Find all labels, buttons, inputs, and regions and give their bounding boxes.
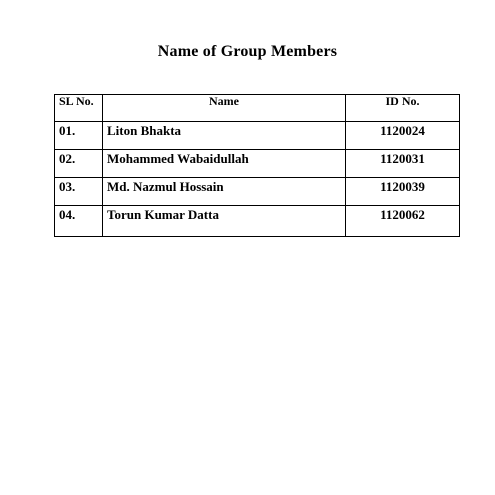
header-sl-no: SL No. (55, 95, 103, 122)
row-sl-cell: 01. (55, 122, 103, 150)
row-sl-cell: 04. (55, 206, 103, 237)
page-title: Name of Group Members (157, 43, 338, 60)
table-row (55, 206, 460, 237)
row-name-cell: Liton Bhakta (103, 122, 346, 150)
table-header-row (55, 95, 460, 122)
group-members-table (54, 94, 460, 237)
row-sl-cell: 03. (55, 178, 103, 206)
row-id-cell: 1120039 (346, 178, 460, 206)
header-id-no: ID No. (346, 95, 460, 122)
table-row (55, 178, 460, 206)
row-id-cell: 1120031 (346, 150, 460, 178)
table-row (55, 122, 460, 150)
table-row (55, 150, 460, 178)
row-sl-cell: 02. (55, 150, 103, 178)
header-name: Name (103, 95, 346, 122)
row-id-cell: 1120062 (346, 206, 460, 237)
row-name-cell: Mohammed Wabaidullah (103, 150, 346, 178)
row-name-cell: Torun Kumar Datta (103, 206, 346, 237)
row-name-cell: Md. Nazmul Hossain (103, 178, 346, 206)
row-id-cell: 1120024 (346, 122, 460, 150)
